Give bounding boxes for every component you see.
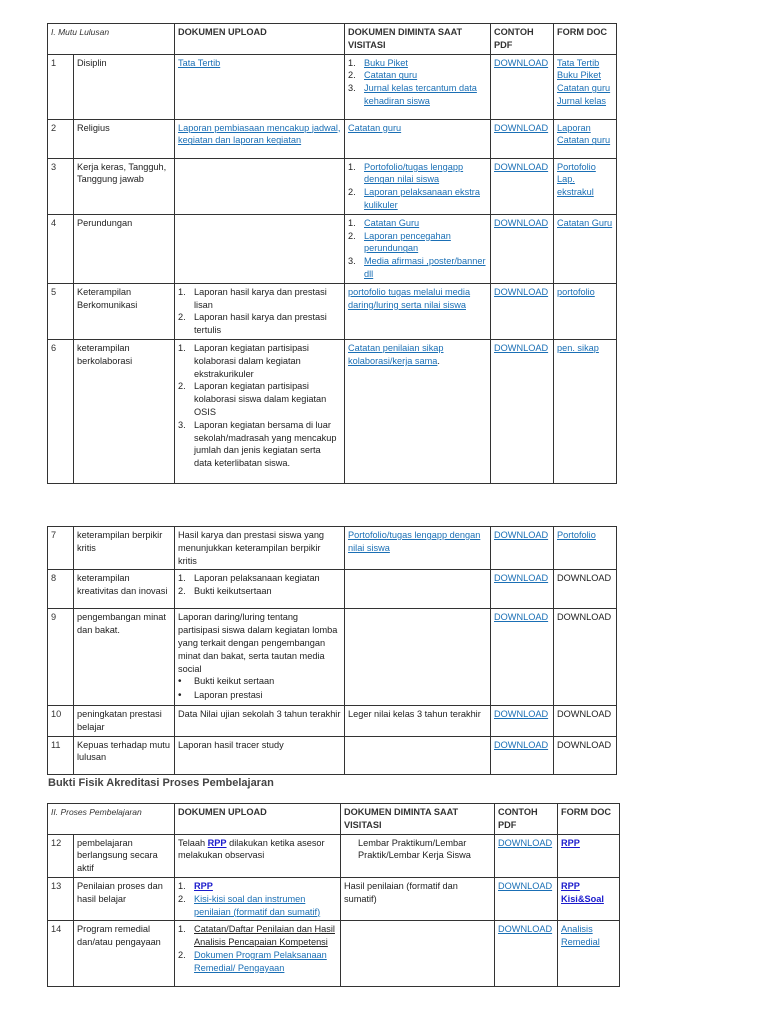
download-link[interactable]: DOWNLOAD <box>498 924 553 935</box>
row-number: 12 <box>48 834 74 877</box>
upload-link[interactable]: Laporan pembiasaan mencakup jadwal, kegiatan dan laporan kegiatan <box>178 122 341 146</box>
upload-text: dilakukan ketika asesor melakukan observasi <box>178 837 325 861</box>
table-row <box>48 877 620 920</box>
row-number: 4 <box>48 214 74 283</box>
visitasi-cell <box>345 339 491 483</box>
form-link[interactable]: Analisis Remedial <box>561 924 600 948</box>
header-dokumen-upload: DOKUMEN UPLOAD <box>175 804 341 835</box>
row-name: peningkatan prestasi belajar <box>74 705 175 736</box>
form-cell: DOWNLOAD <box>554 609 617 706</box>
visitasi-cell: 1. Catatan Guru 2. Laporan pencegahan perundungan 3. Media afirmasi ,poster/banner dll <box>345 214 491 283</box>
visitasi-link[interactable]: Catatan Guru <box>364 217 420 228</box>
upload-bullet: Bukti keikut sertaan <box>194 676 275 687</box>
row-name: Disiplin <box>74 54 175 119</box>
row-name: Keterampilan Berkomunikasi <box>74 283 175 339</box>
row-number: 1 <box>48 54 74 119</box>
visitasi-link[interactable]: Portofolio/tugas lengapp dengan nilai siswa <box>364 161 464 185</box>
download-link[interactable]: DOWNLOAD <box>494 342 549 353</box>
rpp-link[interactable]: RPP <box>194 880 213 891</box>
table-header-row <box>48 804 620 835</box>
pdf-cell <box>491 119 554 158</box>
visitasi-link[interactable]: Media afirmasi ,poster/banner dll <box>364 256 486 279</box>
download-link[interactable]: DOWNLOAD <box>498 880 553 891</box>
download-link[interactable]: DOWNLOAD <box>494 612 549 623</box>
form-link[interactable]: Tata Tertib <box>557 57 600 68</box>
visitasi-cell: Leger nilai kelas 3 tahun terakhir <box>345 705 491 736</box>
form-cell: DOWNLOAD <box>554 705 617 736</box>
row-number: 8 <box>48 570 74 609</box>
upload-cell: Data Nilai ujian sekolah 3 tahun terakhir <box>175 705 345 736</box>
form-cell: DOWNLOAD <box>554 570 617 609</box>
row-number: 2 <box>48 119 74 158</box>
visitasi-cell: 1. Portofolio/tugas lengapp dengan nilai siswa 2. Laporan pelaksanaan ekstra kulikuler <box>345 158 491 214</box>
pdf-cell <box>495 834 558 877</box>
form-cell <box>554 527 617 570</box>
upload-cell <box>175 834 341 877</box>
visitasi-link[interactable]: portofolio tugas melalui media daring/luring serta nilai siswa <box>348 286 471 310</box>
pdf-cell <box>495 877 558 920</box>
pdf-cell <box>491 339 554 483</box>
form-link[interactable]: RPP <box>561 837 580 848</box>
row-name: pembelajaran berlangsung secara aktif <box>74 834 175 877</box>
table-row <box>48 736 617 774</box>
download-link[interactable]: DOWNLOAD <box>494 217 549 228</box>
visitasi-link[interactable]: Catatan guru <box>364 70 418 81</box>
rpp-link[interactable]: RPP <box>207 837 227 848</box>
visitasi-cell: Hasil penilaian (formatif dan sumatif) <box>341 877 495 920</box>
header-contoh-pdf: CONTOH PDF <box>495 804 558 835</box>
table-row <box>48 214 617 283</box>
download-link[interactable]: DOWNLOAD <box>494 530 549 540</box>
upload-text: Laporan daring/luring tentang partisipasi siswa dalam kegiatan lomba yang terkait dengan pengembangan minat dan bakat, serta tautan media social <box>178 612 338 674</box>
table-row <box>48 834 620 877</box>
upload-item: Bukti keikutsertaan <box>194 586 272 597</box>
mutu-lulusan-table <box>47 23 617 484</box>
table-row <box>48 921 620 987</box>
row-name: keterampilan berkolaborasi <box>74 339 175 483</box>
table-row <box>48 283 617 339</box>
upload-cell: Hasil karya dan prestasi siswa yang menunjukkan keterampilan berpikir kritis <box>175 527 345 570</box>
form-link[interactable]: Laporan Catatan guru <box>557 122 611 146</box>
visitasi-link[interactable]: Jurnal kelas tercantum data kehadiran siswa <box>364 83 477 106</box>
section-title: Bukti Fisik Akreditasi Proses Pembelajaran <box>48 777 274 789</box>
download-link[interactable]: DOWNLOAD <box>494 286 549 297</box>
form-link[interactable]: Jurnal kelas <box>557 95 607 106</box>
visitasi-cell <box>345 283 491 339</box>
table-row <box>48 609 617 706</box>
row-name: pengembangan minat dan bakat. <box>74 609 175 706</box>
visitasi-cell <box>345 570 491 609</box>
row-name: Kerja keras, Tangguh, Tanggung jawab <box>74 158 175 214</box>
table-row <box>48 339 617 483</box>
form-link[interactable]: Portofolio Lap. ekstrakul <box>557 161 596 198</box>
row-number: 7 <box>48 527 74 570</box>
table-row <box>48 158 617 214</box>
pdf-cell <box>491 736 554 774</box>
upload-link[interactable]: Kisi-kisi soal dan instrumen penilaian (formatif dan sumatif) <box>194 893 321 917</box>
pdf-cell <box>491 527 554 570</box>
download-link[interactable]: DOWNLOAD <box>494 161 549 172</box>
visitasi-link[interactable]: Buku Piket <box>364 57 408 68</box>
upload-cell <box>175 214 345 283</box>
header-proses-pembelajaran: II. Proses Pembelajaran <box>48 804 175 835</box>
row-number: 11 <box>48 736 74 774</box>
header-form-doc: FORM DOC <box>554 24 617 55</box>
upload-bullet: Laporan prestasi <box>194 690 263 701</box>
pdf-cell <box>495 921 558 987</box>
pdf-cell <box>491 214 554 283</box>
row-number: 13 <box>48 877 74 920</box>
form-cell <box>554 339 617 483</box>
form-link[interactable]: pen. sikap <box>557 342 599 353</box>
row-name: Religius <box>74 119 175 158</box>
row-name: keterampilan kreativitas dan inovasi <box>74 570 175 609</box>
visitasi-suffix: . <box>437 355 440 366</box>
upload-item: Laporan kegiatan bersama di luar sekolah/madrasah yang mencakup jumlah dan jenis kegiatan serta data keterlibatan siswa. <box>194 419 337 469</box>
form-link[interactable]: Portofolio <box>557 530 596 540</box>
form-cell <box>554 214 617 283</box>
download-link[interactable]: DOWNLOAD <box>494 708 549 719</box>
pdf-cell <box>491 283 554 339</box>
row-number: 10 <box>48 705 74 736</box>
upload-cell: Laporan hasil tracer study <box>175 736 345 774</box>
upload-item: Laporan kegiatan partisipasi kolaborasi dalam kegiatan ekstrakurikuler <box>194 342 309 379</box>
header-dokumen-visitasi: DOKUMEN DIMINTA SAAT VISITASI <box>345 24 491 55</box>
visitasi-link[interactable]: Laporan pelaksanaan ekstra kulikuler <box>364 187 480 210</box>
table-row <box>48 119 617 158</box>
upload-text: Telaah <box>178 837 208 848</box>
form-link[interactable]: RPP Kisi&Soal <box>561 880 604 904</box>
pdf-cell <box>491 54 554 119</box>
row-name: keterampilan berpikir kritis <box>74 527 175 570</box>
upload-link[interactable]: Catatan/Daftar Penilaian dan Hasil Analisis Pencapaian Kompetensi <box>194 924 335 948</box>
form-cell <box>554 283 617 339</box>
header-dokumen-visitasi: DOKUMEN DIMINTA SAAT VISITASI <box>341 804 495 835</box>
form-link[interactable]: Catatan Guru <box>557 217 613 228</box>
table-row <box>48 527 617 570</box>
row-number: 6 <box>48 339 74 483</box>
header-mutu-lulusan: I. Mutu Lulusan <box>48 24 175 55</box>
upload-cell <box>175 158 345 214</box>
visitasi-cell <box>345 119 491 158</box>
visitasi-cell <box>345 736 491 774</box>
upload-item: Laporan hasil karya dan prestasi lisan <box>194 286 327 310</box>
form-cell <box>558 921 620 987</box>
row-name: Kepuas terhadap mutu lulusan <box>74 736 175 774</box>
pdf-cell <box>491 609 554 706</box>
form-cell <box>558 834 620 877</box>
download-link[interactable]: DOWNLOAD <box>494 573 549 584</box>
visitasi-link[interactable]: Portofolio/tugas lengapp dengan nilai siswa <box>348 530 481 553</box>
download-link[interactable]: DOWNLOAD <box>494 57 549 68</box>
form-cell <box>558 877 620 920</box>
upload-cell <box>175 119 345 158</box>
form-link[interactable]: portofolio <box>557 286 595 297</box>
table-row <box>48 54 617 119</box>
header-form-doc: FORM DOC <box>558 804 620 835</box>
row-number: 5 <box>48 283 74 339</box>
visitasi-cell <box>345 527 491 570</box>
pdf-cell <box>491 158 554 214</box>
upload-cell: 1. RPP 2. Kisi-kisi soal dan instrumen penilaian (formatif dan sumatif) <box>175 877 341 920</box>
table-row <box>48 705 617 736</box>
form-link[interactable]: Catatan guru <box>557 83 611 94</box>
download-link[interactable]: DOWNLOAD <box>494 122 549 133</box>
download-link[interactable]: DOWNLOAD <box>498 837 553 848</box>
upload-cell: 1. Laporan hasil karya dan prestasi lisan 2. Laporan hasil karya dan prestasi tertulis <box>175 283 345 339</box>
pdf-cell <box>491 705 554 736</box>
upload-item: Laporan hasil karya dan prestasi tertulis <box>194 312 327 336</box>
form-cell: DOWNLOAD <box>554 736 617 774</box>
upload-cell: 1. Laporan pelaksanaan kegiatan 2. Bukti keikutsertaan <box>175 570 345 609</box>
upload-link[interactable]: Dokumen Program Pelaksanaan Remedial/ Pengayaan <box>194 949 327 973</box>
upload-item: Laporan kegiatan partisipasi kolaborasi siswa dalam kegiatan OSIS <box>194 381 327 417</box>
header-contoh-pdf: CONTOH PDF <box>491 24 554 55</box>
visitasi-link[interactable]: Catatan guru <box>348 122 402 133</box>
form-cell <box>554 54 617 119</box>
table-header-row <box>48 24 617 55</box>
row-number: 14 <box>48 921 74 987</box>
visitasi-cell <box>345 609 491 706</box>
row-name: Penilaian proses dan hasil belajar <box>74 877 175 920</box>
upload-link[interactable]: Tata Tertib <box>178 57 221 68</box>
proses-pembelajaran-table <box>47 803 620 987</box>
row-number: 3 <box>48 158 74 214</box>
pdf-cell <box>491 570 554 609</box>
form-cell <box>554 119 617 158</box>
visitasi-cell <box>341 921 495 987</box>
form-cell <box>554 158 617 214</box>
header-dokumen-upload: DOKUMEN UPLOAD <box>175 24 345 55</box>
form-link[interactable]: Buku Piket <box>557 70 601 81</box>
row-number: 9 <box>48 609 74 706</box>
table-row <box>48 570 617 609</box>
upload-item: Laporan pelaksanaan kegiatan <box>194 573 320 584</box>
row-name: Program remedial dan/atau pengayaan <box>74 921 175 987</box>
row-name: Perundungan <box>74 214 175 283</box>
mutu-lulusan-table-continued <box>47 526 617 775</box>
visitasi-text: Lembar Praktikum/Lembar Praktik/Lembar Kerja Siswa <box>358 837 471 861</box>
visitasi-link[interactable]: Laporan pencegahan perundungan <box>364 230 451 254</box>
download-link[interactable]: DOWNLOAD <box>494 739 549 750</box>
upload-cell: 1. Laporan kegiatan partisipasi kolaborasi dalam kegiatan ekstrakurikuler 2. Laporan kegiatan partisipasi kolaborasi siswa dalam kegiatan OSIS 3. Laporan kegiatan bersama di luar sekolah/madrasah yang mencakup jumlah dan jenis kegiatan serta data keterlibatan siswa. <box>175 339 345 483</box>
upload-cell <box>175 609 345 706</box>
visitasi-link[interactable]: Catatan penilaian sikap kolaborasi/kerja sama <box>348 342 444 366</box>
upload-cell <box>175 54 345 119</box>
visitasi-cell <box>341 834 495 877</box>
visitasi-cell: 1. Buku Piket 2. Catatan guru 3. Jurnal kelas tercantum data kehadiran siswa <box>345 54 491 119</box>
upload-cell: 1. Catatan/Daftar Penilaian dan Hasil Analisis Pencapaian Kompetensi 2. Dokumen Program Pelaksanaan Remedial/ Pengayaan <box>175 921 341 987</box>
